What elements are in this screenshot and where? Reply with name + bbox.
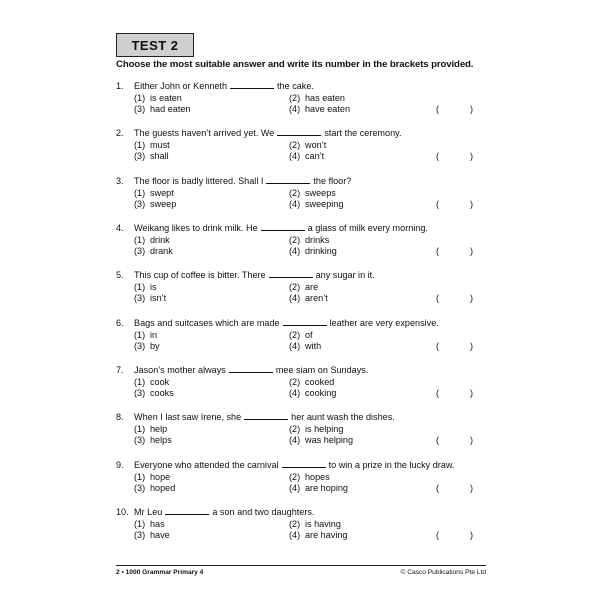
question-text-after: leather are very expensive. (329, 318, 439, 328)
question-stem (116, 269, 486, 282)
option-text: drank (150, 246, 173, 257)
question-5 (116, 269, 486, 305)
option-text: with (305, 341, 322, 352)
answer-blank (269, 269, 313, 278)
option-number: (3) (134, 293, 146, 304)
question-number: 8. (116, 412, 124, 422)
option-number: (2) (289, 234, 301, 245)
option-3 (134, 530, 170, 542)
question-text-after: the floor? (313, 176, 352, 186)
option-2 (289, 140, 326, 152)
option-text: aren’t (305, 293, 328, 304)
options-row (116, 104, 486, 116)
option-number: (2) (289, 139, 301, 150)
option-text: have (150, 530, 170, 541)
question-number: 1. (116, 81, 124, 91)
bracket-close: ) (470, 483, 474, 494)
option-4 (289, 435, 353, 447)
option-4 (289, 530, 347, 542)
option-number: (1) (134, 518, 146, 529)
answer-blank (244, 411, 288, 420)
option-number: (3) (134, 435, 146, 446)
question-9 (116, 459, 486, 495)
option-number: (3) (134, 341, 146, 352)
option-text: hoped (150, 483, 176, 494)
question-1 (116, 80, 486, 116)
option-3 (134, 483, 175, 495)
option-text: helps (150, 435, 172, 446)
options-row (116, 377, 486, 389)
option-2 (289, 282, 318, 294)
option-2 (289, 472, 330, 484)
option-text: help (150, 423, 168, 434)
option-1 (134, 188, 174, 200)
option-number: (4) (289, 388, 301, 399)
option-3 (134, 104, 190, 116)
option-text: have eaten (305, 104, 351, 115)
footer-divider (116, 565, 486, 566)
answer-blank (277, 127, 321, 136)
option-4 (289, 104, 350, 116)
question-stem (116, 364, 486, 377)
option-text: isn’t (150, 293, 167, 304)
option-number: (2) (289, 329, 301, 340)
options-row (116, 483, 486, 495)
options-row (116, 472, 486, 484)
answer-bracket[interactable] (436, 104, 474, 116)
bracket-open: ( (436, 293, 440, 304)
instructions: Choose the most suitable answer and write its number in the brackets provided. (116, 59, 474, 70)
bracket-close: ) (470, 341, 474, 352)
bracket-close: ) (470, 388, 474, 399)
question-text-before: Bags and suitcases which are made (134, 318, 280, 328)
option-2 (289, 519, 341, 531)
question-number: 7. (116, 365, 124, 375)
options-row (116, 93, 486, 105)
question-text-before: Mr Leu (134, 507, 163, 517)
option-text: has (150, 518, 165, 529)
answer-bracket[interactable] (436, 293, 474, 305)
option-number: (2) (289, 376, 301, 387)
question-stem (116, 459, 486, 472)
option-text: hopes (305, 471, 330, 482)
question-text-before: Either John or Kenneth (134, 81, 228, 91)
option-text: had eaten (150, 104, 191, 115)
option-number: (4) (289, 530, 301, 541)
option-4 (289, 246, 337, 258)
question-stem (116, 127, 486, 140)
answer-bracket[interactable] (436, 435, 474, 447)
option-number: (1) (134, 329, 146, 340)
option-number: (2) (289, 92, 301, 103)
answer-blank (165, 506, 209, 515)
options-row (116, 246, 486, 258)
option-3 (134, 341, 160, 353)
option-number: (4) (289, 246, 301, 257)
test-title: TEST 2 (131, 37, 179, 53)
question-text-before: Everyone who attended the carnival (134, 460, 279, 470)
option-4 (289, 341, 321, 353)
option-2 (289, 93, 345, 105)
option-1 (134, 472, 170, 484)
question-stem (116, 222, 486, 235)
answer-bracket[interactable] (436, 199, 474, 211)
option-2 (289, 330, 313, 342)
option-text: cooking (305, 388, 337, 399)
question-8 (116, 411, 486, 447)
options-row (116, 388, 486, 400)
option-number: (1) (134, 234, 146, 245)
bracket-open: ( (436, 341, 440, 352)
option-text: drinks (305, 234, 330, 245)
answer-blank (230, 80, 274, 89)
options-row (116, 341, 486, 353)
bracket-open: ( (436, 151, 440, 162)
question-2 (116, 127, 486, 163)
option-text: must (150, 139, 170, 150)
option-1 (134, 519, 165, 531)
question-number: 3. (116, 176, 124, 186)
question-text-after: a son and two daughters. (212, 507, 315, 517)
question-text-after: a glass of milk every morning. (307, 223, 428, 233)
option-4 (289, 293, 328, 305)
option-1 (134, 330, 157, 342)
bracket-close: ) (470, 199, 474, 210)
answer-bracket[interactable] (436, 246, 474, 258)
option-number: (2) (289, 187, 301, 198)
question-text-after: start the ceremony. (324, 128, 402, 138)
question-text-before: This cup of coffee is bitter. There (134, 270, 266, 280)
question-number: 9. (116, 460, 124, 470)
options-row (116, 282, 486, 294)
question-text-before: Jason’s mother always (134, 365, 226, 375)
question-text-after: any sugar in it. (315, 270, 375, 280)
option-number: (3) (134, 388, 146, 399)
option-number: (3) (134, 199, 146, 210)
question-text-after: the cake. (277, 81, 314, 91)
options-row (116, 151, 486, 163)
option-text: hope (150, 471, 171, 482)
option-number: (4) (289, 104, 301, 115)
option-number: (4) (289, 293, 301, 304)
option-number: (1) (134, 281, 146, 292)
option-number: (2) (289, 471, 301, 482)
question-stem (116, 506, 486, 519)
bracket-open: ( (436, 246, 440, 257)
option-4 (289, 151, 324, 163)
test-title-box (116, 33, 194, 57)
option-number: (3) (134, 246, 146, 257)
answer-bracket[interactable] (436, 388, 474, 400)
option-number: (2) (289, 281, 301, 292)
option-3 (134, 435, 172, 447)
answer-bracket[interactable] (436, 483, 474, 495)
option-text: has eaten (305, 92, 345, 103)
option-number: (1) (134, 92, 146, 103)
option-text: shall (150, 151, 169, 162)
options-row (116, 188, 486, 200)
option-1 (134, 377, 169, 389)
answer-blank (261, 222, 305, 231)
option-text: are (305, 281, 319, 292)
option-text: cook (150, 376, 170, 387)
option-text: was helping (305, 435, 354, 446)
answer-blank (266, 175, 310, 184)
option-4 (289, 483, 348, 495)
option-3 (134, 388, 174, 400)
option-number: (1) (134, 139, 146, 150)
question-4 (116, 222, 486, 258)
options-row (116, 530, 486, 542)
question-stem (116, 175, 486, 188)
question-number: 4. (116, 223, 124, 233)
option-1 (134, 424, 167, 436)
option-2 (289, 377, 334, 389)
option-text: sweep (150, 199, 177, 210)
option-text: is eaten (150, 92, 182, 103)
options-row (116, 435, 486, 447)
option-number: (1) (134, 471, 146, 482)
option-number: (4) (289, 199, 301, 210)
option-3 (134, 293, 166, 305)
answer-bracket[interactable] (436, 151, 474, 163)
option-2 (289, 424, 343, 436)
option-3 (134, 246, 173, 258)
bracket-open: ( (436, 388, 440, 399)
question-stem (116, 80, 486, 93)
question-number: 6. (116, 318, 124, 328)
answer-bracket[interactable] (436, 530, 474, 542)
bracket-close: ) (470, 435, 474, 446)
option-text: cooked (305, 376, 335, 387)
question-6 (116, 317, 486, 353)
question-text-after: mee siam on Sundays. (275, 365, 369, 375)
answer-blank (282, 459, 326, 468)
option-number: (3) (134, 483, 146, 494)
question-text-before: When I last saw Irene, she (134, 412, 242, 422)
options-row (116, 235, 486, 247)
option-text: drinking (305, 246, 337, 257)
option-text: in (150, 329, 158, 340)
question-10 (116, 506, 486, 542)
option-1 (134, 282, 157, 294)
option-1 (134, 93, 182, 105)
option-number: (3) (134, 151, 146, 162)
option-2 (289, 188, 336, 200)
option-number: (4) (289, 151, 301, 162)
option-text: drink (150, 234, 170, 245)
option-number: (3) (134, 104, 146, 115)
bracket-close: ) (470, 151, 474, 162)
option-text: cooks (150, 388, 174, 399)
option-text: sweeps (305, 187, 336, 198)
question-number: 10. (116, 507, 129, 517)
option-text: can’t (305, 151, 325, 162)
options-row (116, 140, 486, 152)
option-text: is having (305, 518, 341, 529)
option-number: (1) (134, 423, 146, 434)
option-1 (134, 140, 170, 152)
option-number: (4) (289, 435, 301, 446)
options-row (116, 330, 486, 342)
option-4 (289, 388, 336, 400)
option-4 (289, 199, 343, 211)
footer-page-info: 2 • 1000 Grammar Primary 4 (116, 569, 204, 576)
options-row (116, 293, 486, 305)
option-3 (134, 199, 176, 211)
options-row (116, 519, 486, 531)
option-text: is (150, 281, 157, 292)
option-1 (134, 235, 170, 247)
question-text-before: The guests haven’t arrived yet. We (134, 128, 275, 138)
question-number: 2. (116, 128, 124, 138)
option-number: (4) (289, 483, 301, 494)
question-text-after: her aunt wash the dishes. (291, 412, 395, 422)
option-number: (1) (134, 376, 146, 387)
option-number: (2) (289, 518, 301, 529)
option-text: won’t (305, 139, 327, 150)
answer-bracket[interactable] (436, 341, 474, 353)
question-text-after: to win a prize in the lucky draw. (328, 460, 455, 470)
option-number: (3) (134, 530, 146, 541)
bracket-close: ) (470, 293, 474, 304)
question-7 (116, 364, 486, 400)
option-number: (1) (134, 187, 146, 198)
question-number: 5. (116, 270, 124, 280)
bracket-open: ( (436, 104, 440, 115)
bracket-close: ) (470, 530, 474, 541)
question-text-before: Weikang likes to drink milk. He (134, 223, 258, 233)
bracket-open: ( (436, 435, 440, 446)
bracket-close: ) (470, 104, 474, 115)
option-text: swept (150, 187, 174, 198)
option-text: of (305, 329, 313, 340)
option-text: is helping (305, 423, 344, 434)
option-number: (2) (289, 423, 301, 434)
answer-blank (229, 364, 273, 373)
option-text: sweeping (305, 199, 344, 210)
options-row (116, 424, 486, 436)
options-row (116, 199, 486, 211)
bracket-open: ( (436, 199, 440, 210)
question-text-before: The floor is badly littered. Shall I (134, 176, 264, 186)
option-text: by (150, 341, 160, 352)
answer-blank (283, 317, 327, 326)
bracket-open: ( (436, 483, 440, 494)
option-3 (134, 151, 169, 163)
bracket-open: ( (436, 530, 440, 541)
bracket-close: ) (470, 246, 474, 257)
option-2 (289, 235, 329, 247)
question-3 (116, 175, 486, 211)
option-text: are hoping (305, 483, 348, 494)
question-stem (116, 411, 486, 424)
question-stem (116, 317, 486, 330)
option-text: are having (305, 530, 348, 541)
option-number: (4) (289, 341, 301, 352)
footer-copyright: © Casco Publications Pte Ltd (400, 569, 486, 576)
